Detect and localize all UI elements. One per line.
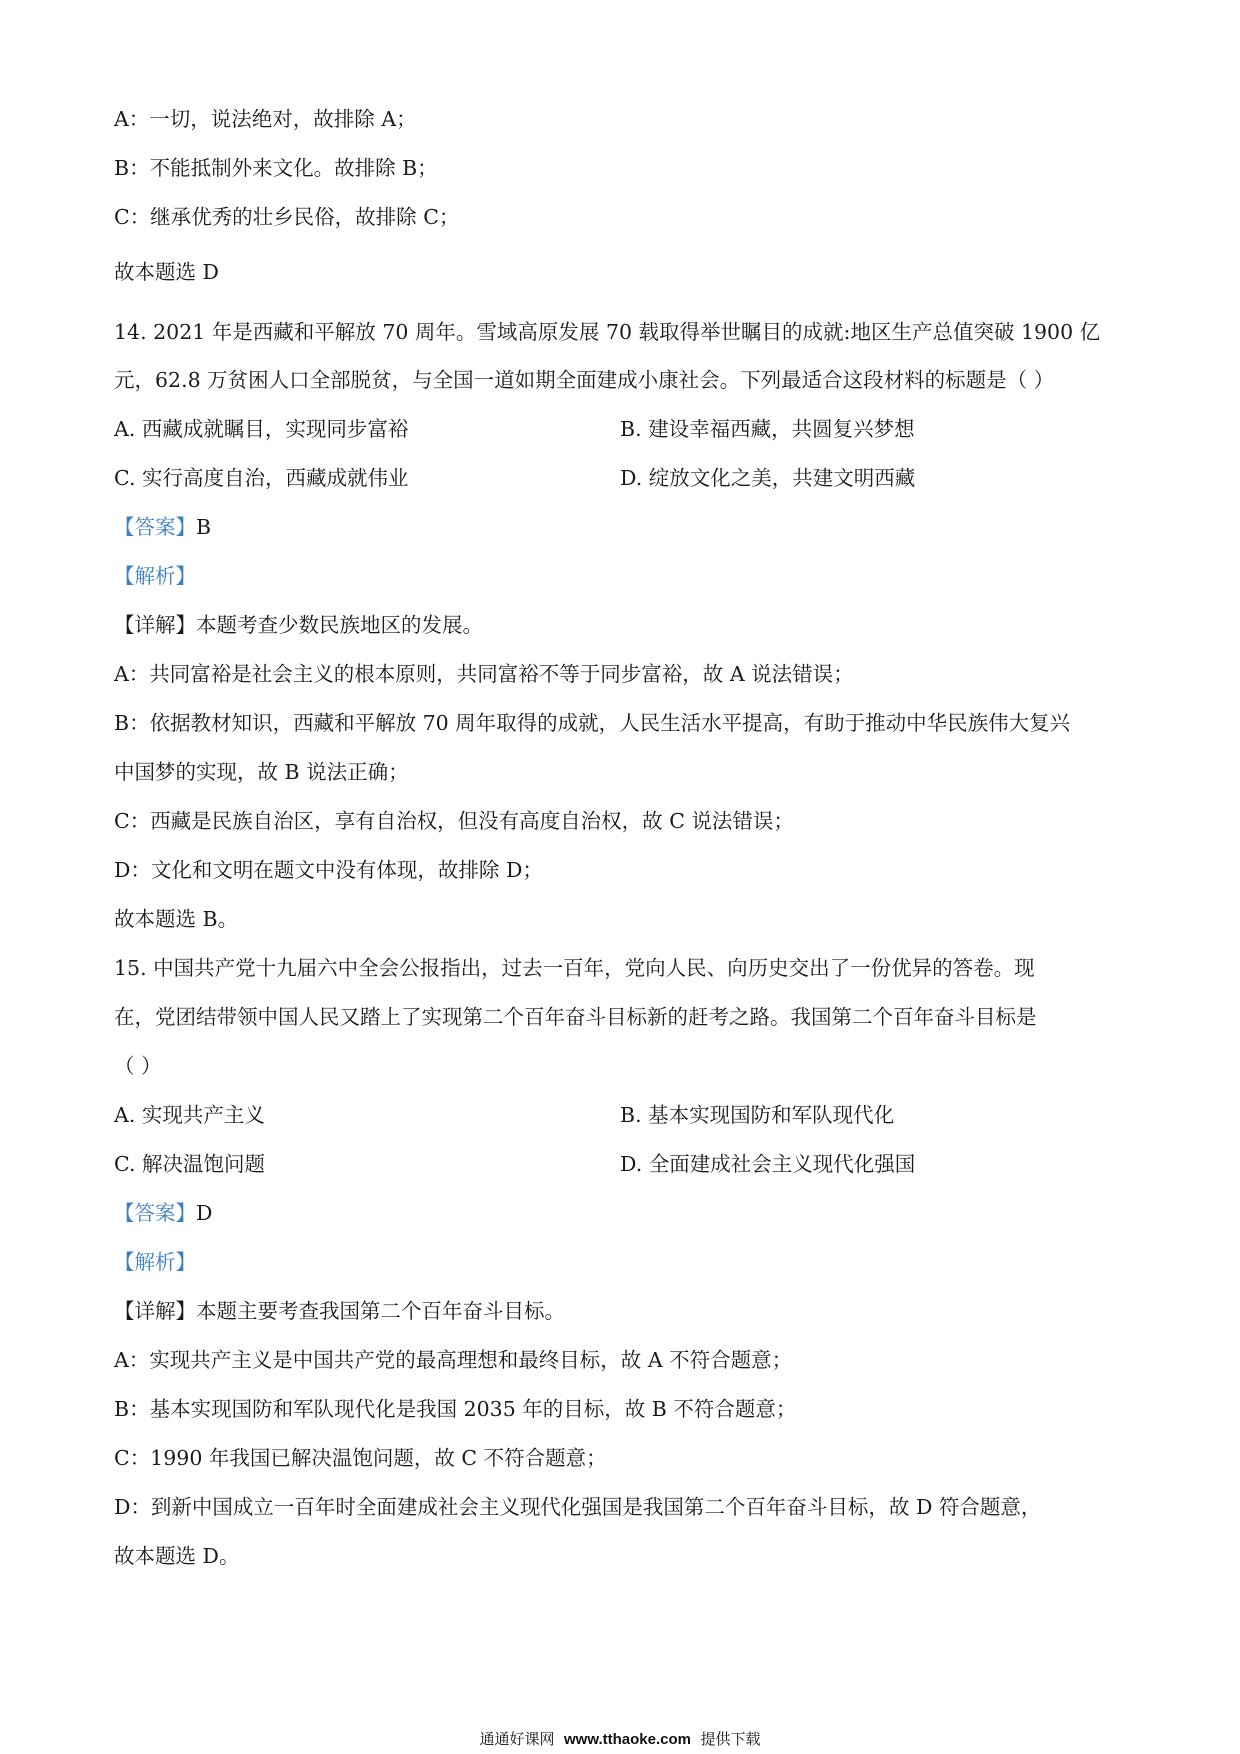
q15-stem-line1: 15. 中国共产党十九届六中全会公报指出，过去一百年，党向人民、向历史交出了一份优异的答卷。现 [114, 956, 1035, 980]
detail-tag: 【详解】 [114, 613, 196, 637]
q14-conclusion: 故本题选 B。 [114, 907, 239, 931]
answer-value: D [196, 1201, 213, 1225]
prev-conclusion: 故本题选 D [114, 260, 219, 284]
q14-option-d: D. 绽放文化之美，共建文明西藏 [620, 466, 916, 490]
q15-analysis-a: A：实现共产主义是中国共产党的最高理想和最终目标，故 A 不符合题意； [114, 1348, 793, 1372]
q15-analysis-d: D：到新中国成立一百年时全面建成社会主义现代化强国是我国第二个百年奋斗目标，故 D 符合题意， [114, 1495, 1042, 1519]
q14-analysis-b-line1: B：依据教材知识，西藏和平解放 70 周年取得的成就，人民生活水平提高，有助于推动中华民族伟大复兴 [114, 711, 1071, 735]
answer-tag: 【答案】 [114, 1201, 196, 1225]
detail-text: 本题主要考查我国第二个百年奋斗目标。 [196, 1299, 565, 1323]
q14-option-b: B. 建设幸福西藏，共圆复兴梦想 [620, 417, 915, 441]
q14-analysis-c: C：西藏是民族自治区，享有自治权，但没有高度自治权，故 C 说法错误； [114, 809, 794, 833]
q15-stem-line2: 在，党团结带领中国人民又踏上了实现第二个百年奋斗目标新的赶考之路。我国第二个百年奋斗目标是 [114, 1005, 1037, 1029]
q14-analysis-b-line2: 中国梦的实现，故 B 说法正确； [114, 760, 409, 784]
q14-answer [114, 513, 211, 541]
page-footer [0, 1729, 1240, 1750]
detail-text: 本题考查少数民族地区的发展。 [196, 613, 483, 637]
q15-analysis-tag: 【解析】 [114, 1250, 196, 1274]
answer-value: B [196, 515, 212, 539]
q14-option-a: A. 西藏成就瞩目，实现同步富裕 [114, 417, 409, 441]
q15-option-a: A. 实现共产主义 [114, 1103, 265, 1127]
q14-analysis-a: A：共同富裕是社会主义的根本原则，共同富裕不等于同步富裕，故 A 说法错误； [114, 662, 854, 686]
detail-tag: 【详解】 [114, 1299, 196, 1323]
prev-analysis-a: A：一切，说法绝对，故排除 A； [114, 107, 417, 131]
q14-stem-line1: 14. 2021 年是西藏和平解放 70 周年。雪域高原发展 70 载取得举世瞩目的成就:地区生产总值突破 1900 亿 [114, 320, 1101, 344]
q14-detail [114, 611, 483, 639]
footer-url[interactable]: www.tthaoke.com [564, 1731, 691, 1748]
q14-stem-line2: 元，62.8 万贫困人口全部脱贫，与全国一道如期全面建成小康社会。下列最适合这段材料的标题是（ ） [114, 368, 1055, 392]
q14-analysis-tag: 【解析】 [114, 564, 196, 588]
prev-analysis-b: B：不能抵制外来文化。故排除 B； [114, 156, 438, 180]
q15-stem-line3: （ ） [114, 1054, 162, 1078]
q15-option-b: B. 基本实现国防和军队现代化 [620, 1103, 895, 1127]
q14-analysis-d: D：文化和文明在题文中没有体现，故排除 D； [114, 858, 543, 882]
q15-detail [114, 1297, 565, 1325]
q15-option-d: D. 全面建成社会主义现代化强国 [620, 1152, 916, 1176]
q15-analysis-c: C：1990 年我国已解决温饱问题，故 C 不符合题意； [114, 1446, 607, 1470]
footer-site-name: 通通好课网 [479, 1730, 555, 1748]
prev-analysis-c: C：继承优秀的壮乡民俗，故排除 C； [114, 205, 460, 229]
answer-tag: 【答案】 [114, 515, 196, 539]
q15-answer [114, 1199, 212, 1227]
q14-option-c: C. 实行高度自治，西藏成就伟业 [114, 466, 409, 490]
q15-analysis-b: B：基本实现国防和军队现代化是我国 2035 年的目标，故 B 不符合题意； [114, 1397, 797, 1421]
q15-option-c: C. 解决温饱问题 [114, 1152, 265, 1176]
footer-suffix: 提供下载 [700, 1730, 761, 1748]
q15-conclusion: 故本题选 D。 [114, 1544, 240, 1568]
